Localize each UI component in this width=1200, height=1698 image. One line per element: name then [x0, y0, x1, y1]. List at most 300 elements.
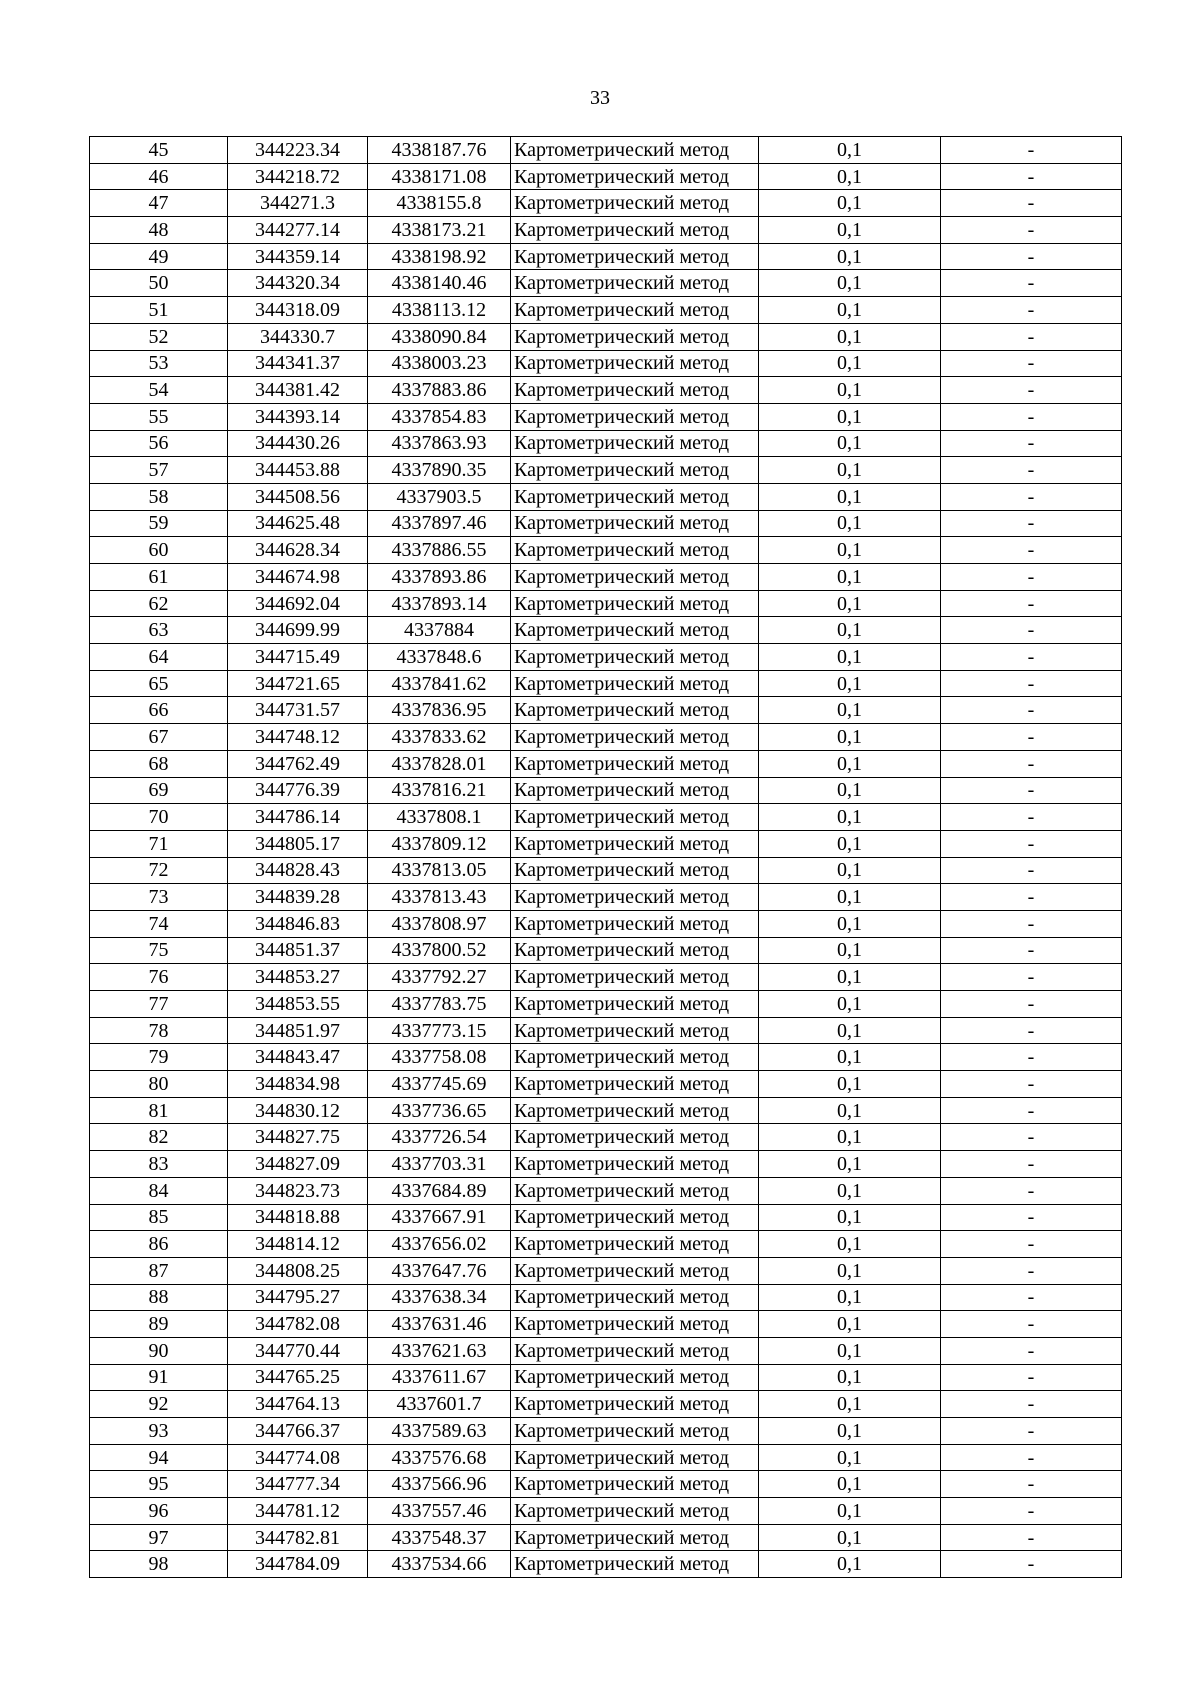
y-coordinate-cell: 4337841.62 [368, 670, 511, 697]
description-cell: - [941, 910, 1122, 937]
precision-cell: 0,1 [759, 830, 941, 857]
point-number-cell: 60 [90, 537, 228, 564]
method-cell: Картометрический метод [511, 243, 759, 270]
y-coordinate-cell: 4338173.21 [368, 217, 511, 244]
description-cell: - [941, 1364, 1122, 1391]
description-cell: - [941, 1391, 1122, 1418]
method-cell: Картометрический метод [511, 1044, 759, 1071]
method-cell: Картометрический метод [511, 270, 759, 297]
point-number-cell: 95 [90, 1471, 228, 1498]
x-coordinate-cell: 344830.12 [228, 1097, 368, 1124]
x-coordinate-cell: 344223.34 [228, 137, 368, 164]
point-number-cell: 65 [90, 670, 228, 697]
method-cell: Картометрический метод [511, 991, 759, 1018]
method-cell: Картометрический метод [511, 1071, 759, 1098]
precision-cell: 0,1 [759, 884, 941, 911]
x-coordinate-cell: 344748.12 [228, 724, 368, 751]
precision-cell: 0,1 [759, 1231, 941, 1258]
precision-cell: 0,1 [759, 1124, 941, 1151]
precision-cell: 0,1 [759, 1204, 941, 1231]
point-number-cell: 58 [90, 483, 228, 510]
table-row [90, 910, 1122, 937]
precision-cell: 0,1 [759, 1044, 941, 1071]
description-cell: - [941, 1124, 1122, 1151]
precision-cell: 0,1 [759, 564, 941, 591]
y-coordinate-cell: 4337903.5 [368, 483, 511, 510]
method-cell: Картометрический метод [511, 1151, 759, 1178]
x-coordinate-cell: 344674.98 [228, 564, 368, 591]
method-cell: Картометрический метод [511, 564, 759, 591]
y-coordinate-cell: 4337647.76 [368, 1257, 511, 1284]
precision-cell: 0,1 [759, 644, 941, 671]
method-cell: Картометрический метод [511, 937, 759, 964]
method-cell: Картометрический метод [511, 217, 759, 244]
y-coordinate-cell: 4338171.08 [368, 163, 511, 190]
description-cell: - [941, 564, 1122, 591]
method-cell: Картометрический метод [511, 644, 759, 671]
x-coordinate-cell: 344781.12 [228, 1498, 368, 1525]
x-coordinate-cell: 344764.13 [228, 1391, 368, 1418]
y-coordinate-cell: 4337884 [368, 617, 511, 644]
y-coordinate-cell: 4337854.83 [368, 403, 511, 430]
description-cell: - [941, 137, 1122, 164]
point-number-cell: 56 [90, 430, 228, 457]
method-cell: Картометрический метод [511, 403, 759, 430]
x-coordinate-cell: 344628.34 [228, 537, 368, 564]
table-row [90, 1284, 1122, 1311]
precision-cell: 0,1 [759, 991, 941, 1018]
x-coordinate-cell: 344271.3 [228, 190, 368, 217]
table-row [90, 964, 1122, 991]
point-number-cell: 78 [90, 1017, 228, 1044]
table-row [90, 323, 1122, 350]
y-coordinate-cell: 4337809.12 [368, 830, 511, 857]
point-number-cell: 97 [90, 1524, 228, 1551]
y-coordinate-cell: 4338003.23 [368, 350, 511, 377]
precision-cell: 0,1 [759, 1097, 941, 1124]
point-number-cell: 64 [90, 644, 228, 671]
method-cell: Картометрический метод [511, 1551, 759, 1578]
table-row [90, 430, 1122, 457]
description-cell: - [941, 243, 1122, 270]
precision-cell: 0,1 [759, 1284, 941, 1311]
description-cell: - [941, 323, 1122, 350]
y-coordinate-cell: 4337601.7 [368, 1391, 511, 1418]
method-cell: Картометрический метод [511, 697, 759, 724]
description-cell: - [941, 617, 1122, 644]
method-cell: Картометрический метод [511, 190, 759, 217]
x-coordinate-cell: 344320.34 [228, 270, 368, 297]
x-coordinate-cell: 344625.48 [228, 510, 368, 537]
x-coordinate-cell: 344430.26 [228, 430, 368, 457]
method-cell: Картометрический метод [511, 1311, 759, 1338]
precision-cell: 0,1 [759, 1364, 941, 1391]
method-cell: Картометрический метод [511, 724, 759, 751]
table-row [90, 137, 1122, 164]
description-cell: - [941, 1151, 1122, 1178]
point-number-cell: 81 [90, 1097, 228, 1124]
table-row [90, 1337, 1122, 1364]
precision-cell: 0,1 [759, 590, 941, 617]
x-coordinate-cell: 344846.83 [228, 910, 368, 937]
x-coordinate-cell: 344699.99 [228, 617, 368, 644]
method-cell: Картометрический метод [511, 1498, 759, 1525]
x-coordinate-cell: 344393.14 [228, 403, 368, 430]
y-coordinate-cell: 4337773.15 [368, 1017, 511, 1044]
table-row [90, 617, 1122, 644]
precision-cell: 0,1 [759, 1444, 941, 1471]
method-cell: Картометрический метод [511, 1418, 759, 1445]
point-number-cell: 69 [90, 777, 228, 804]
precision-cell: 0,1 [759, 377, 941, 404]
precision-cell: 0,1 [759, 457, 941, 484]
point-number-cell: 70 [90, 804, 228, 831]
x-coordinate-cell: 344776.39 [228, 777, 368, 804]
point-number-cell: 52 [90, 323, 228, 350]
point-number-cell: 83 [90, 1151, 228, 1178]
y-coordinate-cell: 4337726.54 [368, 1124, 511, 1151]
method-cell: Картометрический метод [511, 1097, 759, 1124]
description-cell: - [941, 1444, 1122, 1471]
x-coordinate-cell: 344692.04 [228, 590, 368, 617]
method-cell: Картометрический метод [511, 137, 759, 164]
y-coordinate-cell: 4337548.37 [368, 1524, 511, 1551]
x-coordinate-cell: 344823.73 [228, 1177, 368, 1204]
point-number-cell: 45 [90, 137, 228, 164]
point-number-cell: 75 [90, 937, 228, 964]
description-cell: - [941, 377, 1122, 404]
description-cell: - [941, 1471, 1122, 1498]
y-coordinate-cell: 4337813.05 [368, 857, 511, 884]
description-cell: - [941, 1498, 1122, 1525]
method-cell: Картометрический метод [511, 1257, 759, 1284]
precision-cell: 0,1 [759, 510, 941, 537]
x-coordinate-cell: 344814.12 [228, 1231, 368, 1258]
x-coordinate-cell: 344508.56 [228, 483, 368, 510]
x-coordinate-cell: 344715.49 [228, 644, 368, 671]
precision-cell: 0,1 [759, 243, 941, 270]
method-cell: Картометрический метод [511, 1017, 759, 1044]
table-row [90, 724, 1122, 751]
point-number-cell: 61 [90, 564, 228, 591]
point-number-cell: 93 [90, 1418, 228, 1445]
description-cell: - [941, 1257, 1122, 1284]
table-row [90, 804, 1122, 831]
method-cell: Картометрический метод [511, 163, 759, 190]
precision-cell: 0,1 [759, 137, 941, 164]
point-number-cell: 62 [90, 590, 228, 617]
x-coordinate-cell: 344843.47 [228, 1044, 368, 1071]
x-coordinate-cell: 344731.57 [228, 697, 368, 724]
description-cell: - [941, 1418, 1122, 1445]
table-row [90, 1204, 1122, 1231]
x-coordinate-cell: 344766.37 [228, 1418, 368, 1445]
precision-cell: 0,1 [759, 1257, 941, 1284]
table-row [90, 1071, 1122, 1098]
table-row [90, 644, 1122, 671]
precision-cell: 0,1 [759, 1418, 941, 1445]
method-cell: Картометрический метод [511, 350, 759, 377]
x-coordinate-cell: 344853.55 [228, 991, 368, 1018]
point-number-cell: 47 [90, 190, 228, 217]
description-cell: - [941, 270, 1122, 297]
precision-cell: 0,1 [759, 670, 941, 697]
precision-cell: 0,1 [759, 1551, 941, 1578]
description-cell: - [941, 1284, 1122, 1311]
y-coordinate-cell: 4337828.01 [368, 750, 511, 777]
point-number-cell: 80 [90, 1071, 228, 1098]
y-coordinate-cell: 4338090.84 [368, 323, 511, 350]
coordinates-table [89, 136, 1122, 1578]
table-row [90, 1044, 1122, 1071]
x-coordinate-cell: 344827.75 [228, 1124, 368, 1151]
description-cell: - [941, 1337, 1122, 1364]
table-row [90, 777, 1122, 804]
method-cell: Картометрический метод [511, 430, 759, 457]
description-cell: - [941, 1071, 1122, 1098]
y-coordinate-cell: 4337883.86 [368, 377, 511, 404]
description-cell: - [941, 644, 1122, 671]
precision-cell: 0,1 [759, 777, 941, 804]
method-cell: Картометрический метод [511, 670, 759, 697]
table-row [90, 670, 1122, 697]
description-cell: - [941, 884, 1122, 911]
point-number-cell: 50 [90, 270, 228, 297]
description-cell: - [941, 1311, 1122, 1338]
description-cell: - [941, 750, 1122, 777]
x-coordinate-cell: 344786.14 [228, 804, 368, 831]
table-row [90, 1498, 1122, 1525]
table-row [90, 1391, 1122, 1418]
y-coordinate-cell: 4337703.31 [368, 1151, 511, 1178]
description-cell: - [941, 937, 1122, 964]
y-coordinate-cell: 4337800.52 [368, 937, 511, 964]
y-coordinate-cell: 4338187.76 [368, 137, 511, 164]
y-coordinate-cell: 4337833.62 [368, 724, 511, 751]
x-coordinate-cell: 344453.88 [228, 457, 368, 484]
point-number-cell: 76 [90, 964, 228, 991]
x-coordinate-cell: 344782.81 [228, 1524, 368, 1551]
precision-cell: 0,1 [759, 430, 941, 457]
x-coordinate-cell: 344381.42 [228, 377, 368, 404]
table-row [90, 483, 1122, 510]
table-row [90, 1551, 1122, 1578]
precision-cell: 0,1 [759, 270, 941, 297]
y-coordinate-cell: 4337848.6 [368, 644, 511, 671]
y-coordinate-cell: 4337886.55 [368, 537, 511, 564]
y-coordinate-cell: 4337621.63 [368, 1337, 511, 1364]
coordinates-table-body [90, 137, 1122, 1578]
precision-cell: 0,1 [759, 617, 941, 644]
y-coordinate-cell: 4337836.95 [368, 697, 511, 724]
description-cell: - [941, 724, 1122, 751]
x-coordinate-cell: 344318.09 [228, 297, 368, 324]
table-row [90, 403, 1122, 430]
description-cell: - [941, 163, 1122, 190]
description-cell: - [941, 590, 1122, 617]
description-cell: - [941, 190, 1122, 217]
y-coordinate-cell: 4337534.66 [368, 1551, 511, 1578]
description-cell: - [941, 991, 1122, 1018]
table-row [90, 1257, 1122, 1284]
precision-cell: 0,1 [759, 403, 941, 430]
table-row [90, 1231, 1122, 1258]
point-number-cell: 91 [90, 1364, 228, 1391]
table-row [90, 884, 1122, 911]
method-cell: Картометрический метод [511, 884, 759, 911]
x-coordinate-cell: 344839.28 [228, 884, 368, 911]
y-coordinate-cell: 4337589.63 [368, 1418, 511, 1445]
description-cell: - [941, 1097, 1122, 1124]
y-coordinate-cell: 4337758.08 [368, 1044, 511, 1071]
x-coordinate-cell: 344834.98 [228, 1071, 368, 1098]
method-cell: Картометрический метод [511, 483, 759, 510]
x-coordinate-cell: 344851.37 [228, 937, 368, 964]
y-coordinate-cell: 4337745.69 [368, 1071, 511, 1098]
method-cell: Картометрический метод [511, 537, 759, 564]
y-coordinate-cell: 4338140.46 [368, 270, 511, 297]
point-number-cell: 68 [90, 750, 228, 777]
method-cell: Картометрический метод [511, 1124, 759, 1151]
point-number-cell: 96 [90, 1498, 228, 1525]
precision-cell: 0,1 [759, 297, 941, 324]
y-coordinate-cell: 4338155.8 [368, 190, 511, 217]
table-row [90, 217, 1122, 244]
precision-cell: 0,1 [759, 910, 941, 937]
point-number-cell: 86 [90, 1231, 228, 1258]
point-number-cell: 84 [90, 1177, 228, 1204]
y-coordinate-cell: 4337611.67 [368, 1364, 511, 1391]
point-number-cell: 73 [90, 884, 228, 911]
y-coordinate-cell: 4337576.68 [368, 1444, 511, 1471]
method-cell: Картометрический метод [511, 830, 759, 857]
point-number-cell: 90 [90, 1337, 228, 1364]
method-cell: Картометрический метод [511, 297, 759, 324]
point-number-cell: 49 [90, 243, 228, 270]
table-row [90, 1524, 1122, 1551]
description-cell: - [941, 537, 1122, 564]
x-coordinate-cell: 344359.14 [228, 243, 368, 270]
point-number-cell: 77 [90, 991, 228, 1018]
point-number-cell: 92 [90, 1391, 228, 1418]
point-number-cell: 74 [90, 910, 228, 937]
precision-cell: 0,1 [759, 217, 941, 244]
point-number-cell: 67 [90, 724, 228, 751]
description-cell: - [941, 1231, 1122, 1258]
method-cell: Картометрический метод [511, 910, 759, 937]
description-cell: - [941, 777, 1122, 804]
table-row [90, 350, 1122, 377]
table-row [90, 1097, 1122, 1124]
method-cell: Картометрический метод [511, 377, 759, 404]
precision-cell: 0,1 [759, 190, 941, 217]
method-cell: Картометрический метод [511, 457, 759, 484]
point-number-cell: 85 [90, 1204, 228, 1231]
x-coordinate-cell: 344808.25 [228, 1257, 368, 1284]
description-cell: - [941, 804, 1122, 831]
description-cell: - [941, 457, 1122, 484]
y-coordinate-cell: 4337566.96 [368, 1471, 511, 1498]
y-coordinate-cell: 4338198.92 [368, 243, 511, 270]
table-row [90, 750, 1122, 777]
method-cell: Картометрический метод [511, 510, 759, 537]
x-coordinate-cell: 344765.25 [228, 1364, 368, 1391]
point-number-cell: 72 [90, 857, 228, 884]
table-row [90, 590, 1122, 617]
precision-cell: 0,1 [759, 804, 941, 831]
method-cell: Картометрический метод [511, 1177, 759, 1204]
method-cell: Картометрический метод [511, 964, 759, 991]
y-coordinate-cell: 4337667.91 [368, 1204, 511, 1231]
point-number-cell: 53 [90, 350, 228, 377]
table-row [90, 1124, 1122, 1151]
y-coordinate-cell: 4337656.02 [368, 1231, 511, 1258]
x-coordinate-cell: 344218.72 [228, 163, 368, 190]
y-coordinate-cell: 4337684.89 [368, 1177, 511, 1204]
precision-cell: 0,1 [759, 750, 941, 777]
point-number-cell: 48 [90, 217, 228, 244]
precision-cell: 0,1 [759, 1151, 941, 1178]
table-row [90, 163, 1122, 190]
point-number-cell: 87 [90, 1257, 228, 1284]
x-coordinate-cell: 344277.14 [228, 217, 368, 244]
y-coordinate-cell: 4337863.93 [368, 430, 511, 457]
point-number-cell: 57 [90, 457, 228, 484]
method-cell: Картометрический метод [511, 1284, 759, 1311]
point-number-cell: 82 [90, 1124, 228, 1151]
method-cell: Картометрический метод [511, 323, 759, 350]
method-cell: Картометрический метод [511, 1444, 759, 1471]
table-row [90, 1151, 1122, 1178]
method-cell: Картометрический метод [511, 1391, 759, 1418]
precision-cell: 0,1 [759, 964, 941, 991]
precision-cell: 0,1 [759, 1017, 941, 1044]
table-row [90, 510, 1122, 537]
y-coordinate-cell: 4337893.86 [368, 564, 511, 591]
point-number-cell: 51 [90, 297, 228, 324]
y-coordinate-cell: 4337890.35 [368, 457, 511, 484]
precision-cell: 0,1 [759, 1311, 941, 1338]
x-coordinate-cell: 344774.08 [228, 1444, 368, 1471]
precision-cell: 0,1 [759, 937, 941, 964]
table-row [90, 1017, 1122, 1044]
method-cell: Картометрический метод [511, 750, 759, 777]
page-number: 33 [590, 87, 610, 109]
x-coordinate-cell: 344762.49 [228, 750, 368, 777]
point-number-cell: 88 [90, 1284, 228, 1311]
table-row [90, 1444, 1122, 1471]
description-cell: - [941, 1044, 1122, 1071]
x-coordinate-cell: 344851.97 [228, 1017, 368, 1044]
table-row [90, 991, 1122, 1018]
description-cell: - [941, 1204, 1122, 1231]
x-coordinate-cell: 344777.34 [228, 1471, 368, 1498]
y-coordinate-cell: 4337897.46 [368, 510, 511, 537]
method-cell: Картометрический метод [511, 617, 759, 644]
description-cell: - [941, 510, 1122, 537]
precision-cell: 0,1 [759, 1337, 941, 1364]
method-cell: Картометрический метод [511, 804, 759, 831]
point-number-cell: 66 [90, 697, 228, 724]
y-coordinate-cell: 4337813.43 [368, 884, 511, 911]
precision-cell: 0,1 [759, 1471, 941, 1498]
table-row [90, 1177, 1122, 1204]
x-coordinate-cell: 344330.7 [228, 323, 368, 350]
point-number-cell: 94 [90, 1444, 228, 1471]
method-cell: Картометрический метод [511, 1471, 759, 1498]
x-coordinate-cell: 344828.43 [228, 857, 368, 884]
method-cell: Картометрический метод [511, 590, 759, 617]
